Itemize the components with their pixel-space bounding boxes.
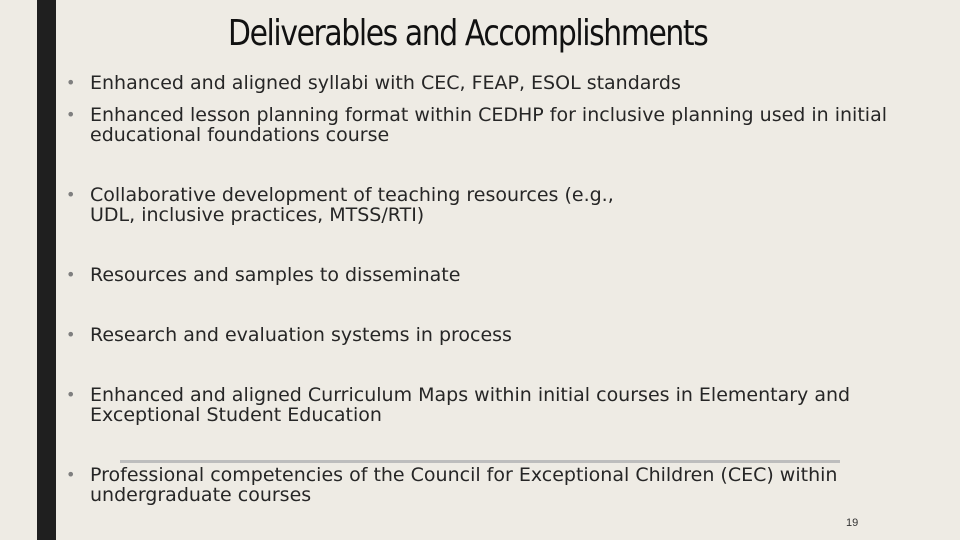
bullet-item (60, 105, 940, 145)
bullet-text: Enhanced and aligned Curriculum Maps within initial courses in Elementary and Exceptional Student Education (90, 384, 851, 426)
bullet-text: Enhanced lesson planning format within CEDHP for inclusive planning used in initial educational foundations course (90, 104, 887, 146)
bullet-item (60, 385, 910, 425)
bullet-text: Research and evaluation systems in process (90, 324, 512, 346)
bullet-item (60, 73, 950, 93)
bullet-text: Collaborative development of teaching resources (e.g., UDL, inclusive practices, MTSS/RTI) (90, 184, 614, 226)
bullet-dot-icon: • (66, 185, 76, 204)
divider-line (120, 460, 840, 463)
bullet-text: Resources and samples to disseminate (90, 264, 461, 286)
page-number: 19 (846, 517, 859, 529)
bullet-dot-icon: • (66, 73, 76, 92)
bullet-item (60, 185, 620, 225)
bullet-item (60, 465, 890, 505)
bullet-dot-icon: • (66, 325, 76, 344)
bullet-item (60, 265, 950, 285)
bullet-text: Professional competencies of the Council for Exceptional Children (CEC) within undergraduate courses (90, 464, 838, 506)
bullet-dot-icon: • (66, 385, 76, 404)
bullet-dot-icon: • (66, 265, 76, 284)
bullet-text: Enhanced and aligned syllabi with CEC, FEAP, ESOL standards (90, 72, 681, 94)
bullet-item (60, 325, 950, 345)
left-accent-bar (37, 0, 56, 540)
bullet-dot-icon: • (66, 105, 76, 124)
bullet-dot-icon: • (66, 465, 76, 484)
slide-title: Deliverables and Accomplishments (228, 13, 708, 54)
